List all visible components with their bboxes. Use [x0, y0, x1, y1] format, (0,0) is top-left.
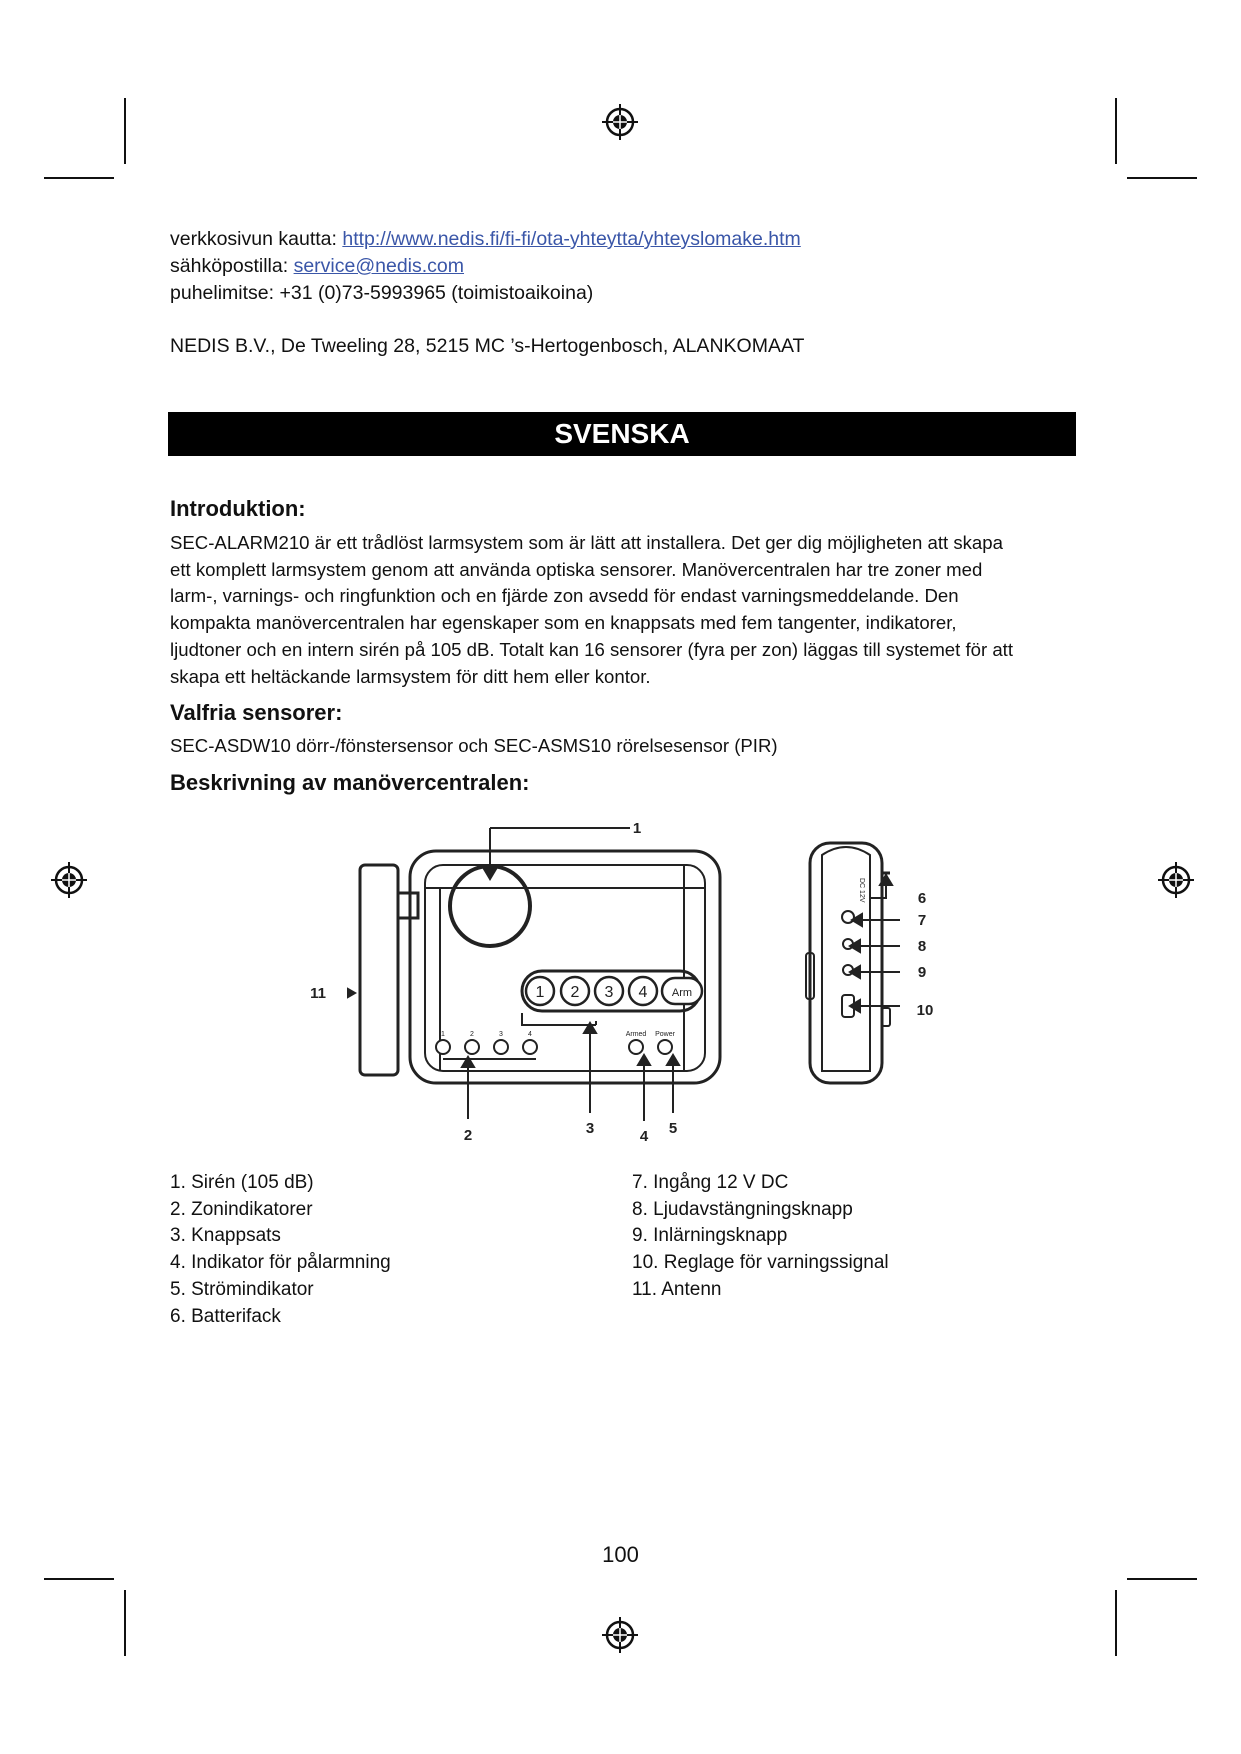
keypad-label: 3: [604, 984, 614, 1001]
zone-indicator: [494, 1040, 508, 1054]
registration-mark-icon: [600, 102, 640, 142]
power-label: Power: [655, 1031, 675, 1038]
callout-9: 9: [917, 964, 927, 981]
crop-mark: [1115, 98, 1117, 164]
intro-line: SEC-ALARM210 är ett trådlöst larmsystem som är lätt att installera. Det ger dig möjligheten att skapa: [170, 532, 1003, 553]
keypad-label: 1: [535, 984, 545, 1001]
power-indicator: [658, 1040, 672, 1054]
zone-mark: 4: [528, 1031, 532, 1038]
registration-mark-icon: [1156, 860, 1196, 900]
crop-mark: [1127, 1578, 1197, 1580]
callout-11: 11: [310, 985, 326, 1002]
contact-email-label: sähköpostilla:: [170, 255, 294, 277]
zone-indicator: [436, 1040, 450, 1054]
sensors-heading: Valfria sensorer:: [170, 700, 343, 725]
armed-indicator: [629, 1040, 643, 1054]
keypad-label: 2: [570, 984, 580, 1001]
callout-7: 7: [917, 912, 927, 929]
callout-6: 6: [917, 890, 927, 907]
zone-indicator: [465, 1040, 479, 1054]
side-view-body: [810, 843, 882, 1083]
intro-line: kompakta manövercentralen har egenskaper som en knappsats med fem tangenter, indikatorer,: [170, 612, 957, 634]
side-label: DC 12V: [858, 878, 865, 903]
legend-item: 8. Ljudavstängningsknapp: [632, 1198, 853, 1220]
crop-mark: [44, 1578, 114, 1580]
zone-indicator: [523, 1040, 537, 1054]
callout-5: 5: [668, 1120, 678, 1137]
intro-heading: Introduktion:: [170, 496, 306, 521]
contact-web-label: verkkosivun kautta:: [170, 228, 343, 250]
armed-label: Armed: [625, 1031, 647, 1038]
zone-mark: 3: [499, 1031, 503, 1038]
section-banner: SVENSKA: [168, 412, 1076, 456]
contact-web: [170, 226, 801, 252]
contact-web-link[interactable]: http://www.nedis.fi/fi-fi/ota-yhteytta/yhteyslomake.htm: [342, 228, 801, 250]
legend-item: 5. Strömindikator: [170, 1278, 314, 1300]
legend-item: 9. Inlärningsknapp: [632, 1225, 788, 1247]
legend-left: [170, 1170, 391, 1330]
keypad-label: Arm: [671, 987, 693, 999]
contact-email: [170, 253, 464, 279]
callout-3: 3: [585, 1120, 595, 1137]
crop-mark: [44, 177, 114, 179]
intro-line: skapa ett heltäckande larmsystem för ditt hem eller kontor.: [170, 665, 651, 687]
callout-4: 4: [639, 1128, 649, 1145]
legend-item: 6. Batterifack: [170, 1305, 281, 1327]
antenna-shape: [360, 865, 398, 1075]
legend-right: [632, 1170, 889, 1304]
legend-item: 7. Ingång 12 V DC: [632, 1172, 789, 1193]
contact-email-link[interactable]: service@nedis.com: [293, 255, 465, 277]
crop-mark: [124, 1590, 126, 1656]
keypad-label: 4: [638, 984, 648, 1001]
registration-mark-icon: [49, 860, 89, 900]
control-panel-diagram: [300, 803, 960, 1155]
crop-mark: [1127, 177, 1197, 179]
contact-phone: puhelimitse: +31 (0)73-5993965 (toimistoaikoina): [170, 282, 594, 304]
registration-mark-icon: [600, 1615, 640, 1655]
legend-item: 1. Sirén (105 dB): [170, 1172, 314, 1193]
intro-line: ljudtoner och en intern sirén på 105 dB. Totalt kan 16 sensorer (fyra per zon) läggas till systemet för att: [170, 638, 1014, 660]
page-number: 100: [602, 1542, 639, 1567]
legend-item: 3. Knappsats: [170, 1225, 281, 1247]
callout-2: 2: [463, 1127, 473, 1144]
intro-line: larm-, varnings- och ringfunktion och en fjärde zon avsedd för endast varningsmeddelande. Den: [170, 585, 959, 607]
sensors-text: SEC-ASDW10 dörr-/fönstersensor och SEC-ASMS10 rörelsesensor (PIR): [170, 735, 778, 756]
callout-10: 10: [916, 1002, 934, 1019]
legend-item: 10. Reglage för varningssignal: [632, 1252, 889, 1274]
intro-paragraph: [170, 530, 1075, 690]
callout-1: 1: [632, 820, 642, 837]
crop-mark: [124, 98, 126, 164]
zone-mark: 2: [470, 1031, 474, 1038]
intro-line: ett komplett larmsystem genom att använda optiska sensorer. Manövercentralen har tre zoner med: [170, 558, 983, 580]
contact-address: NEDIS B.V., De Tweeling 28, 5215 MC ’s-Hertogenbosch, ALANKOMAAT: [170, 335, 805, 357]
zone-mark: 1: [441, 1031, 445, 1038]
legend-item: 4. Indikator för pålarmning: [170, 1252, 391, 1274]
description-heading: Beskrivning av manövercentralen:: [170, 770, 530, 795]
legend-item: 11. Antenn: [632, 1278, 722, 1300]
callout-8: 8: [917, 938, 927, 955]
crop-mark: [1115, 1590, 1117, 1656]
legend-item: 2. Zonindikatorer: [170, 1198, 313, 1220]
